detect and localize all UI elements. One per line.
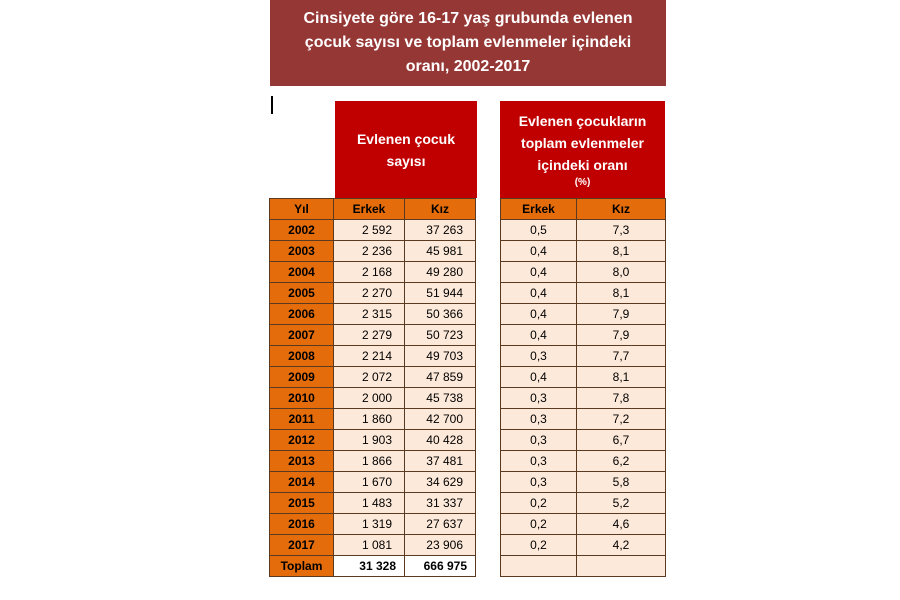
table-row (270, 325, 476, 346)
ratio-table (500, 198, 666, 577)
year-cell: 2004 (270, 262, 334, 283)
male-count-cell: 2 315 (334, 304, 405, 325)
female-count-cell: 42 700 (405, 409, 476, 430)
male-count-cell: 2 214 (334, 346, 405, 367)
table-row (270, 493, 476, 514)
table-row (501, 367, 666, 388)
female-count-cell: 49 280 (405, 262, 476, 283)
male-count-cell: 1 081 (334, 535, 405, 556)
year-cell: 2010 (270, 388, 334, 409)
table-row (270, 514, 476, 535)
male-rate-cell: 0,2 (501, 493, 577, 514)
ratio-table-header-row (501, 199, 666, 220)
female-rate-cell: 7,2 (577, 409, 666, 430)
ratio-table-body (501, 220, 666, 577)
female-count-cell: 37 263 (405, 220, 476, 241)
male-count-cell: 2 168 (334, 262, 405, 283)
column-header-rate-male: Erkek (501, 199, 577, 220)
female-count-cell: 50 366 (405, 304, 476, 325)
child-marriage-count-header (335, 101, 477, 198)
female-count-cell: 40 428 (405, 430, 476, 451)
male-count-cell: 2 072 (334, 367, 405, 388)
ratio-header (500, 101, 665, 198)
male-count-cell: 1 483 (334, 493, 405, 514)
table-row (501, 388, 666, 409)
table-row (270, 388, 476, 409)
female-count-cell: 37 481 (405, 451, 476, 472)
year-cell: 2008 (270, 346, 334, 367)
female-rate-cell: 8,1 (577, 367, 666, 388)
male-rate-cell: 0,3 (501, 472, 577, 493)
total-row-empty (501, 556, 666, 577)
table-row (501, 262, 666, 283)
male-count-cell: 2 236 (334, 241, 405, 262)
male-rate-cell: 0,5 (501, 220, 577, 241)
male-count-cell: 1 903 (334, 430, 405, 451)
year-cell: 2015 (270, 493, 334, 514)
female-count-cell: 45 981 (405, 241, 476, 262)
female-rate-cell: 7,8 (577, 388, 666, 409)
total-female-cell: 666 975 (405, 556, 476, 577)
female-count-cell: 45 738 (405, 388, 476, 409)
total-row (270, 556, 476, 577)
table-row (270, 262, 476, 283)
year-cell: 2016 (270, 514, 334, 535)
female-count-cell: 23 906 (405, 535, 476, 556)
female-rate-cell: 8,1 (577, 241, 666, 262)
total-male-cell: 31 328 (334, 556, 405, 577)
table-row (501, 535, 666, 556)
female-rate-cell: 5,2 (577, 493, 666, 514)
year-cell: 2003 (270, 241, 334, 262)
title-line-2: çocuk sayısı ve toplam evlenmeler içindeki (304, 34, 632, 51)
male-rate-cell: 0,3 (501, 388, 577, 409)
right-header-unit: (%) (574, 176, 591, 188)
count-table (269, 198, 476, 577)
male-rate-cell: 0,3 (501, 409, 577, 430)
male-count-cell: 1 866 (334, 451, 405, 472)
year-cell: 2017 (270, 535, 334, 556)
table-row (501, 472, 666, 493)
table-row (270, 241, 476, 262)
female-rate-cell: 7,3 (577, 220, 666, 241)
male-rate-cell: 0,4 (501, 262, 577, 283)
title-line-1: Cinsiyete göre 16-17 yaş grubunda evlenen (303, 10, 633, 27)
male-rate-cell: 0,4 (501, 367, 577, 388)
female-rate-cell: 8,0 (577, 262, 666, 283)
male-count-cell: 1 670 (334, 472, 405, 493)
table-row (270, 409, 476, 430)
table-row (270, 472, 476, 493)
left-header-line-1: Evlenen çocuk (356, 130, 456, 147)
table-row (270, 346, 476, 367)
table-row (270, 367, 476, 388)
male-rate-cell: 0,4 (501, 304, 577, 325)
table-row (270, 304, 476, 325)
year-cell: 2013 (270, 451, 334, 472)
female-rate-cell: 4,6 (577, 514, 666, 535)
female-count-cell: 34 629 (405, 472, 476, 493)
table-row (501, 241, 666, 262)
female-rate-cell: 7,7 (577, 346, 666, 367)
female-count-cell: 31 337 (405, 493, 476, 514)
table-row (501, 430, 666, 451)
table-row (270, 283, 476, 304)
female-rate-cell: 6,2 (577, 451, 666, 472)
female-count-cell: 49 703 (405, 346, 476, 367)
male-count-cell: 2 592 (334, 220, 405, 241)
count-table-header-row (270, 199, 476, 220)
male-rate-cell: 0,3 (501, 430, 577, 451)
female-count-cell: 51 944 (405, 283, 476, 304)
title-line-3: oranı, 2002-2017 (405, 58, 531, 75)
year-cell: 2011 (270, 409, 334, 430)
text-cursor (271, 96, 273, 114)
table-row (270, 220, 476, 241)
left-header-line-2: sayısı (386, 152, 426, 169)
female-rate-cell: 4,2 (577, 535, 666, 556)
year-cell: 2012 (270, 430, 334, 451)
table-row (270, 451, 476, 472)
table-title (270, 0, 666, 86)
year-cell: 2007 (270, 325, 334, 346)
male-rate-cell: 0,4 (501, 325, 577, 346)
female-rate-cell: 8,1 (577, 283, 666, 304)
column-header-female: Kız (405, 199, 476, 220)
empty-cell (577, 556, 666, 577)
table-row (501, 514, 666, 535)
year-cell: 2006 (270, 304, 334, 325)
column-header-rate-female: Kız (577, 199, 666, 220)
year-cell: 2009 (270, 367, 334, 388)
table-row (501, 451, 666, 472)
male-rate-cell: 0,3 (501, 346, 577, 367)
female-count-cell: 47 859 (405, 367, 476, 388)
right-header-line-2: toplam evlenmeler (521, 134, 644, 151)
table-row (270, 535, 476, 556)
table-row (270, 430, 476, 451)
female-rate-cell: 5,8 (577, 472, 666, 493)
male-rate-cell: 0,4 (501, 283, 577, 304)
male-rate-cell: 0,3 (501, 451, 577, 472)
male-count-cell: 1 860 (334, 409, 405, 430)
female-rate-cell: 7,9 (577, 304, 666, 325)
right-header-line-1: Evlenen çocukların (518, 112, 647, 129)
empty-cell (501, 556, 577, 577)
table-row (501, 346, 666, 367)
female-count-cell: 50 723 (405, 325, 476, 346)
female-count-cell: 27 637 (405, 514, 476, 535)
male-count-cell: 2 000 (334, 388, 405, 409)
column-header-year: Yıl (270, 199, 334, 220)
table-row (501, 283, 666, 304)
male-count-cell: 1 319 (334, 514, 405, 535)
year-cell: 2005 (270, 283, 334, 304)
male-rate-cell: 0,2 (501, 535, 577, 556)
table-row (501, 304, 666, 325)
table-row (501, 220, 666, 241)
male-count-cell: 2 279 (334, 325, 405, 346)
table-row (501, 325, 666, 346)
female-rate-cell: 6,7 (577, 430, 666, 451)
count-table-body (270, 220, 476, 577)
year-cell: 2002 (270, 220, 334, 241)
female-rate-cell: 7,9 (577, 325, 666, 346)
right-header-line-3: içindeki oranı (537, 156, 628, 173)
column-header-male: Erkek (334, 199, 405, 220)
table-row (501, 493, 666, 514)
male-rate-cell: 0,4 (501, 241, 577, 262)
male-count-cell: 2 270 (334, 283, 405, 304)
table-row (501, 409, 666, 430)
year-cell: 2014 (270, 472, 334, 493)
total-label: Toplam (270, 556, 334, 577)
male-rate-cell: 0,2 (501, 514, 577, 535)
